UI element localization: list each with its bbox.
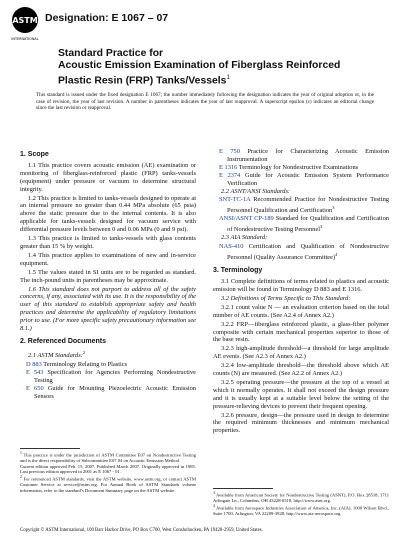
footnote-4: $^4$ Available from Aerospace Industries Association of America, Inc. (AIA), 1000 Wilson Blvd., Suite 1700, Arlington, VA 22209-3928, http://www.aia-aerospace.org. <box>213 503 389 516</box>
left-column <box>20 148 196 400</box>
astm-logo-icon <box>9 6 41 42</box>
reference-item: E 2374 Guide for Acoustic Emission System Performance Verification <box>219 171 389 187</box>
reference-link[interactable]: E 750 <box>219 148 240 155</box>
svg-text:ASTM: ASTM <box>12 16 38 25</box>
footnote-divider-right <box>213 488 273 489</box>
footnote-3: $^3$ Available from American Society for Nondestructive Testing (ASNT), P.O. Box 28518, 1711 Arlingate Ln., Columbus, OH 43228-0518, http://www.asnt.org. <box>213 491 389 504</box>
paragraph-3-2: 3.2 Definitions of Terms Specific to This Standard: <box>221 294 351 302</box>
aia-standard-label: 2.3 AIA Standard: <box>221 234 268 242</box>
reference-link[interactable]: E 650 <box>26 384 44 392</box>
right-column <box>213 148 389 436</box>
title-line-2: Acoustic Emission Examination of Fiberglass Reinforced <box>58 60 341 71</box>
reference-item: E 750 Practice for Characterizing Acoustic Emission Instrumentation <box>219 148 389 163</box>
reference-link[interactable]: SNT-TC-1A <box>219 196 251 204</box>
paragraph-3-1: 3.1 Complete definitions of terms related to plastics and acoustic emission will be found in Terminology D 883 and E 1316. <box>213 278 389 293</box>
paragraph-3-2-1: 3.2.1 count value N — an evaluation criterion based on the total number of AE counts. (See A2.4 of Annex A2.) <box>213 303 389 319</box>
asnt-standards-label: 2.2 ASNT/ANSI Standards: <box>221 187 291 195</box>
paragraph-1-1: 1.1 This practice covers acoustic emission (AE) examination or monitoring of fiberglass-reinforced plastic (FRP) tanks-vessels (equipment) under pressure or vacuum to determine structural integrity. <box>20 161 196 193</box>
paragraph-3-2-4: 3.2.4 low-amplitude threshold—the threshold above which AE counts (N) are measured. (See A2.2 of Annex A2.) <box>213 362 389 378</box>
footnote-1: $^1$ This practice is under the jurisdiction of ASTM Committee E07 on Nondestructive Testing and is the direct responsibility of Subcommittee E07.04 on Acoustic Emission Method. <box>20 451 196 464</box>
reference-item: D 883 Terminology Relating to Plastics <box>26 360 128 368</box>
paragraph-3-2-2: 3.2.2 FRP—fiberglass reinforced plastic, a glass-fiber polymer composite with certain mechanical properties superior to those of the base resin. <box>213 320 389 344</box>
right-footnotes <box>213 491 389 516</box>
title-line-1: Standard Practice for <box>58 48 164 59</box>
designation: Designation: E 1067 – 07 <box>45 12 169 24</box>
reference-link[interactable]: NAS-410 <box>219 243 244 251</box>
reference-item: SNT-TC-1A Recommended Practice for Nondestructive Testing Personnel Qualification and Certification$^3$ <box>219 196 389 215</box>
reference-item: E 543 Specification for Agencies Performing Nondestructive Testing <box>26 368 196 384</box>
paragraph-1-2: 1.2 This practice is limited to tanks-vessels designed to operate at an internal pressure no greater than 0.44 MPa absolute (65 psia) above the static pressure due to the internal contents. It is also applicable for tanks-vessels designed for vacuum service with differential pressure levels between 0 and 0.06 MPa (0 and 9 psi). <box>20 194 196 234</box>
issuance-notice: This standard is issued under the fixed designation E 1067; the number immediately following the designation indicates the year of original adoption or, in the case of revision, the year of last revision. A number in parentheses indicates the year of last reapproval. A superscript epsilon (ε) indicates an editorial change since the last revision or reapproval. <box>36 92 374 112</box>
reference-link[interactable]: D 883 <box>26 360 42 368</box>
reference-link[interactable]: E 543 <box>26 368 44 376</box>
section-heading-referenced-documents: 2. Referenced Documents <box>20 337 106 345</box>
title-line-3: Plastic Resin (FRP) Tanks/Vessels$^1$ <box>58 75 230 87</box>
copyright-notice: Copyright © ASTM International, 100 Barr Harbor Drive, PO Box C700, West Conshohocken, PA 19428-2959, United States. <box>20 528 263 533</box>
footnote-divider-left <box>20 448 80 449</box>
footnote-1b: Current edition approved Feb. 15, 2007. Published March 2007. Originally approved in 1985. Last previous edition approved in 2001 as E 1067 - 01. <box>20 463 196 475</box>
reference-item: E 1316 Terminology for Nondestructive Examinations <box>219 163 359 171</box>
logo-text: INTERNATIONAL <box>11 37 39 41</box>
paragraph-3-2-3: 3.2.3 high-amplitude threshold—a threshold for large amplitude AE events. (See A2.3 of Annex A2.) <box>213 345 389 361</box>
section-heading-terminology: 3. Terminology <box>213 267 263 275</box>
reference-item: NAS-410 Certification and Qualification of Nondestructive Personnel (Quality Assurance Committee)$^4$ <box>219 243 389 262</box>
paragraph-1-3: 1.3 This practice is limited to tanks-vessels with glass contents greater than 15 % by weight. <box>20 235 196 250</box>
reference-link[interactable]: E 1316 <box>219 163 238 171</box>
footnote-2: $^2$ For referenced ASTM standards, visit the ASTM website, www.astm.org, or contact ASTM Customer Service at service@astm.org. For Annual Book of ASTM Standards volume information, refer to the standard’s Document Summary page on the ASTM website. <box>20 474 196 493</box>
reference-item: E 650 Guide for Mounting Piezoelectric Acoustic Emission Sensors <box>26 384 197 400</box>
paragraph-3-2-6: 3.2.6 pressure, design—the pressure used in design to determine the required minimum thicknesses and minimum mechanical properties. <box>213 411 389 435</box>
section-heading-scope: 1. Scope <box>20 151 49 158</box>
document-title <box>58 48 388 87</box>
paragraph-1-5: 1.5 The values stated in SI units are to be regarded as standard. The inch-pound units in parentheses may be approximate. <box>20 268 196 284</box>
reference-item: ANSI/ASNT CP-189 Standard for Qualification and Certification of Nondestructive Testing Personnel$^3$ <box>219 215 389 234</box>
astm-standards-label: 2.1 ASTM Standards:$^2$ <box>28 349 86 359</box>
reference-link[interactable]: E 2374 <box>219 171 241 179</box>
reference-link[interactable]: ANSI/ASNT CP-189 <box>219 215 274 223</box>
paragraph-1-6: 1.6 This standard does not purport to address all of the safety concerns, if any, associated with its use. It is the responsibility of the user of this standard to establish appropriate safety and health practices and determine the applicability of regulatory limitations prior to use. (For more specific safety precautionary information see 8.1.) <box>20 285 196 333</box>
paragraph-1-4: 1.4 This practice applies to examinations of new and in-service equipment. <box>20 251 196 267</box>
left-footnotes <box>20 451 196 493</box>
paragraph-3-2-5: 3.2.5 operating pressure—the pressure at the top of a vessel at which it normally operates. It shall not exceed the design pressure and it is usually kept at a suitable level below the setting of the pressure-relieving devices to prevent their frequent opening. <box>213 378 389 410</box>
